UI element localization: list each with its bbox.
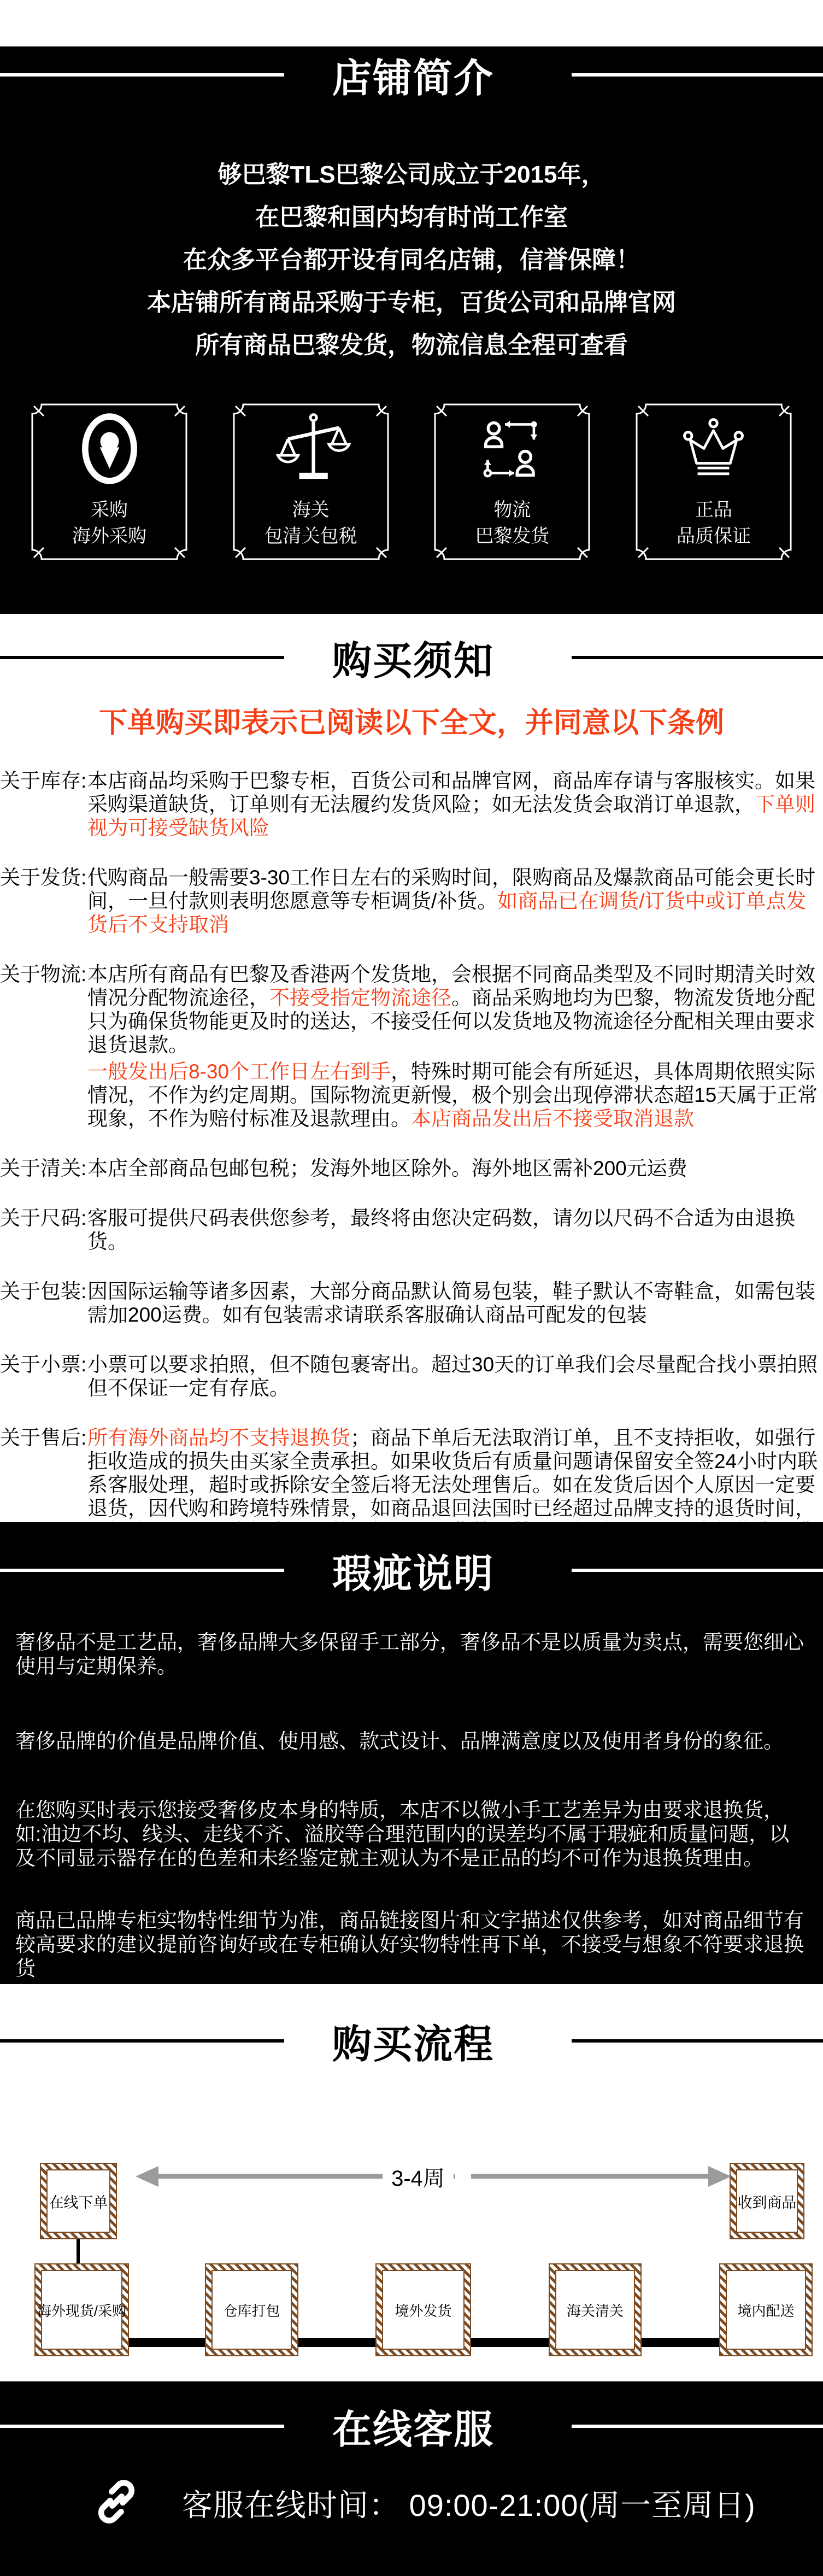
flow-connector: [129, 2338, 205, 2347]
title-rule-left: [0, 1569, 284, 1572]
badge-logistics: [432, 402, 592, 562]
process-title: 购买流程: [332, 2023, 495, 2067]
arrow-right-icon: [708, 2166, 731, 2187]
flow-connector: [642, 2338, 719, 2347]
flow-box-label: 在线下单: [49, 2194, 108, 2211]
paragraph-text: ；商品下单后无法取消订单，且不支持拒收，如强行拒收造成的损失由买家全责承担。如果收货后有质量问题请保留安全签24小时内联系客服处理，超时或拆除安全签后将无法处理售后。如在发货后因个人原因一定要退货，因代购和跨境特殊情景，如商品退回法国时已经超过品牌支持的退货时间，: [87, 1427, 818, 1519]
paragraph-label: 关于包装:: [0, 1280, 87, 1302]
badge-label-line1: 采购: [91, 500, 128, 520]
badge-label-line2: 品质保证: [676, 526, 751, 547]
paragraph-label: 关于库存:: [0, 770, 87, 792]
paragraph-label: 关于物流:: [0, 963, 87, 985]
purchase-notice-section: [0, 614, 823, 1522]
title-rule-right: [572, 1569, 823, 1572]
paragraph-label: 关于尺码:: [0, 1207, 87, 1229]
flow-box-label: 海关清关: [566, 2302, 624, 2319]
flow-box-label: 收到商品: [737, 2194, 797, 2211]
badge-label-line2: 包清关包税: [264, 526, 357, 547]
defects-paragraphs: [0, 1630, 823, 1981]
service-section: [0, 2381, 823, 2576]
arrow-left-icon: [136, 2166, 158, 2187]
purchase-notice-title: 购买须知: [332, 639, 495, 683]
notice-paragraphs: [0, 769, 823, 1567]
defects-paragraph: 奢侈品不是工艺品，奢侈品牌大多保留手工部分，奢侈品不是以质量为卖点，需要您细心使用与定期保养。: [15, 1631, 804, 1677]
flow-box-domestic-delivery: [719, 2263, 813, 2356]
badge-label-line1: 海关: [292, 500, 330, 520]
notice-paragraph-clearance: [0, 1157, 819, 1180]
flow-connector: [298, 2338, 375, 2347]
paragraph-label: 关于小票:: [0, 1353, 87, 1376]
defects-section: [0, 1522, 823, 1984]
badge-frame: [30, 402, 189, 562]
badge-label-line1: 物流: [493, 500, 531, 520]
process-title-row: [0, 2012, 823, 2069]
flow-vertical-connector: [77, 2239, 80, 2264]
paragraph-text-red: 一般发出后8-30个工作日左右到手: [87, 1060, 391, 1083]
intro-line: 在众多平台都开设有同名店铺，信誉保障！: [183, 247, 640, 273]
defects-paragraph: 奢侈品牌的价值是品牌价值、使用感、款式设计、品牌满意度以及使用者身份的象征。: [15, 1730, 784, 1752]
service-hours-text: [182, 2481, 756, 2525]
paragraph-text: 本店商品均采购于巴黎专柜，百货公司和品牌官网，商品库存请与客服核实。如果采购渠道缺货，订单则有无法履约发货风险；如无法发货会取消订单退款，: [87, 770, 815, 815]
paragraph-text: ，特殊时期可能会有所延迟，具体周期依照实际情况，不作为约定周期。国际物流更新慢，极个别会出现停滞状态超15天属于正常现象，不作为赔付标准及退款理由。: [87, 1060, 818, 1130]
paragraph-text: 本店所有商品有巴黎及香港两个发货地，会根据不同商品类型及不同时期清关时效情况分配物流途径，: [87, 963, 815, 1009]
notice-paragraph-shipping: [0, 866, 819, 936]
paragraph-text: 客服可提供尺码表供您参考，最终将由您决定码数，请勿以尺码不合适为由退换货。: [87, 1207, 795, 1253]
defects-title: 瑕疵说明: [332, 1552, 495, 1596]
badge-purchase: [30, 402, 189, 562]
defects-paragraph: 商品已品牌专柜实物特性细节为准，商品链接图片和文字描述仅供参考，如对商品细节有较高要求的建议提前咨询好或在专柜确认好实物特性再下单，不接受与想象不符要求退换货: [15, 1909, 804, 1980]
paragraph-label: 关于清关:: [0, 1157, 87, 1180]
title-rule-right: [572, 2039, 823, 2043]
store-intro-section: [0, 46, 823, 614]
notice-paragraph-packaging: [0, 1280, 819, 1327]
store-intro-text: [0, 154, 823, 367]
intro-line: 本店铺所有商品采购于专柜，百货公司和品牌官网: [147, 289, 676, 316]
badge-label-line1: 正品: [695, 500, 732, 520]
title-rule-left: [0, 2425, 284, 2428]
flow-box-warehouse-packing: [205, 2263, 298, 2356]
process-flow-diagram: [0, 2069, 823, 2375]
notice-paragraph-receipt: [0, 1353, 819, 1400]
badge-frame: [231, 402, 391, 562]
paragraph-text-red: 下单则视为可接受缺货风险: [87, 793, 815, 839]
badge-label-line2: 巴黎发货: [475, 526, 550, 547]
paragraph-text-red: 本店商品发出后不接受取消退款: [411, 1107, 694, 1130]
defects-paragraph: 在您购买时表示您接受奢侈皮本身的特质，本店不以微小手工艺差异为由要求退换货，如:油边不均、线头、走线不齐、溢胶等合理范围内的误差均不属于瑕疵和质量问题，以及不同显示器存在的色差和未经鉴定就主观认为不是正品的均不可作为退换货理由。: [15, 1799, 790, 1869]
flow-box-overseas-shipping: [375, 2263, 471, 2356]
defects-title-row: [0, 1542, 823, 1599]
paragraph-text-red: 所有海外商品均不支持退换货: [87, 1427, 350, 1449]
paragraph-text: 本店全部商品包邮包税；发海外地区除外。海外地区需补200元运费: [87, 1157, 687, 1180]
title-rule-left: [0, 73, 284, 77]
paragraph-text-red: 不接受指定物流途径: [269, 987, 451, 1009]
service-title: 在线客服: [332, 2408, 495, 2452]
paragraph-text-red: 如商品已在调货/订货中或订单点发货后不支持取消: [87, 890, 807, 936]
flow-connector: [471, 2338, 549, 2347]
service-hours-label: 客服在线时间：: [182, 2487, 400, 2522]
title-rule-right: [572, 2425, 823, 2428]
flow-box-overseas-purchase: [34, 2263, 129, 2356]
badge-label-line2: 海外采购: [72, 526, 146, 547]
notice-paragraph-stock: [0, 769, 819, 840]
badge-frame: [634, 402, 793, 562]
store-intro-title: 店铺简介: [332, 57, 495, 101]
badge-frame: [432, 402, 592, 562]
paragraph-label: 关于售后:: [0, 1427, 87, 1449]
flow-duration-label: 3-4周: [383, 2161, 454, 2192]
intro-line: 在巴黎和国内均有时尚工作室: [255, 204, 568, 231]
flow-box-label: 境内配送: [737, 2302, 795, 2319]
flow-box-label: 海外现货/采购: [37, 2302, 127, 2319]
purchase-notice-title-row: [0, 629, 823, 686]
intro-line: 所有商品巴黎发货，物流信息全程可查看: [195, 332, 628, 359]
title-rule-right: [572, 73, 823, 77]
intro-line: 够巴黎TLS巴黎公司成立于2015年，: [217, 161, 606, 188]
purchase-warning: 下单购买即表示已阅读以下全文，并同意以下条例: [98, 707, 724, 739]
service-hours-row: [0, 2475, 823, 2531]
paragraph-label: 关于发货:: [0, 866, 87, 889]
process-section: [0, 1984, 823, 2381]
paragraph-text: 小票可以要求拍照，但不随包裹寄出。超过30天的订单我们会尽量配合找小票拍照但不保证一定有存底。: [87, 1353, 818, 1399]
title-rule-left: [0, 2039, 284, 2043]
paragraph-text: 。商品采购地均为巴黎，物流发货地分配只为确保货物能更及时的送达，不接受任何以发货地及物流途径分配相关理由要求退货退款。: [87, 987, 815, 1056]
flow-box-label: 境外发货: [395, 2302, 452, 2319]
flow-box-receive-goods: [730, 2163, 804, 2239]
flow-box-label: 仓库打包: [223, 2302, 280, 2319]
store-intro-title-row: [0, 46, 823, 103]
service-title-row: [0, 2398, 823, 2455]
notice-paragraph-size: [0, 1206, 819, 1253]
arrow-right-shaft: [471, 2174, 709, 2179]
title-rule-right: [572, 656, 823, 659]
service-hours-value: 09:00-21:00(周一至周日): [409, 2487, 756, 2522]
badge-customs: [231, 402, 391, 562]
badge-authentic: [634, 402, 793, 562]
flow-box-customs-clearance: [549, 2263, 642, 2356]
notice-paragraph-logistics: [0, 963, 819, 1130]
guarantee-badges: [30, 402, 793, 562]
chain-link-icon: [90, 2475, 143, 2531]
paragraph-text: 因国际运输等诸多因素，大部分商品默认简易包装，鞋子默认不寄鞋盒，如需包装需加200运费。如有包装需求请联系客服确认商品可配发的包装: [87, 1280, 815, 1326]
paragraph-text: 代购商品一般需要3-30工作日左右的采购时间，限购商品及爆款商品可能会更长时间，一旦付款则表明您愿意等专柜调货/补货。: [87, 866, 816, 912]
title-rule-left: [0, 656, 284, 659]
flow-box-order-online: [40, 2163, 117, 2239]
